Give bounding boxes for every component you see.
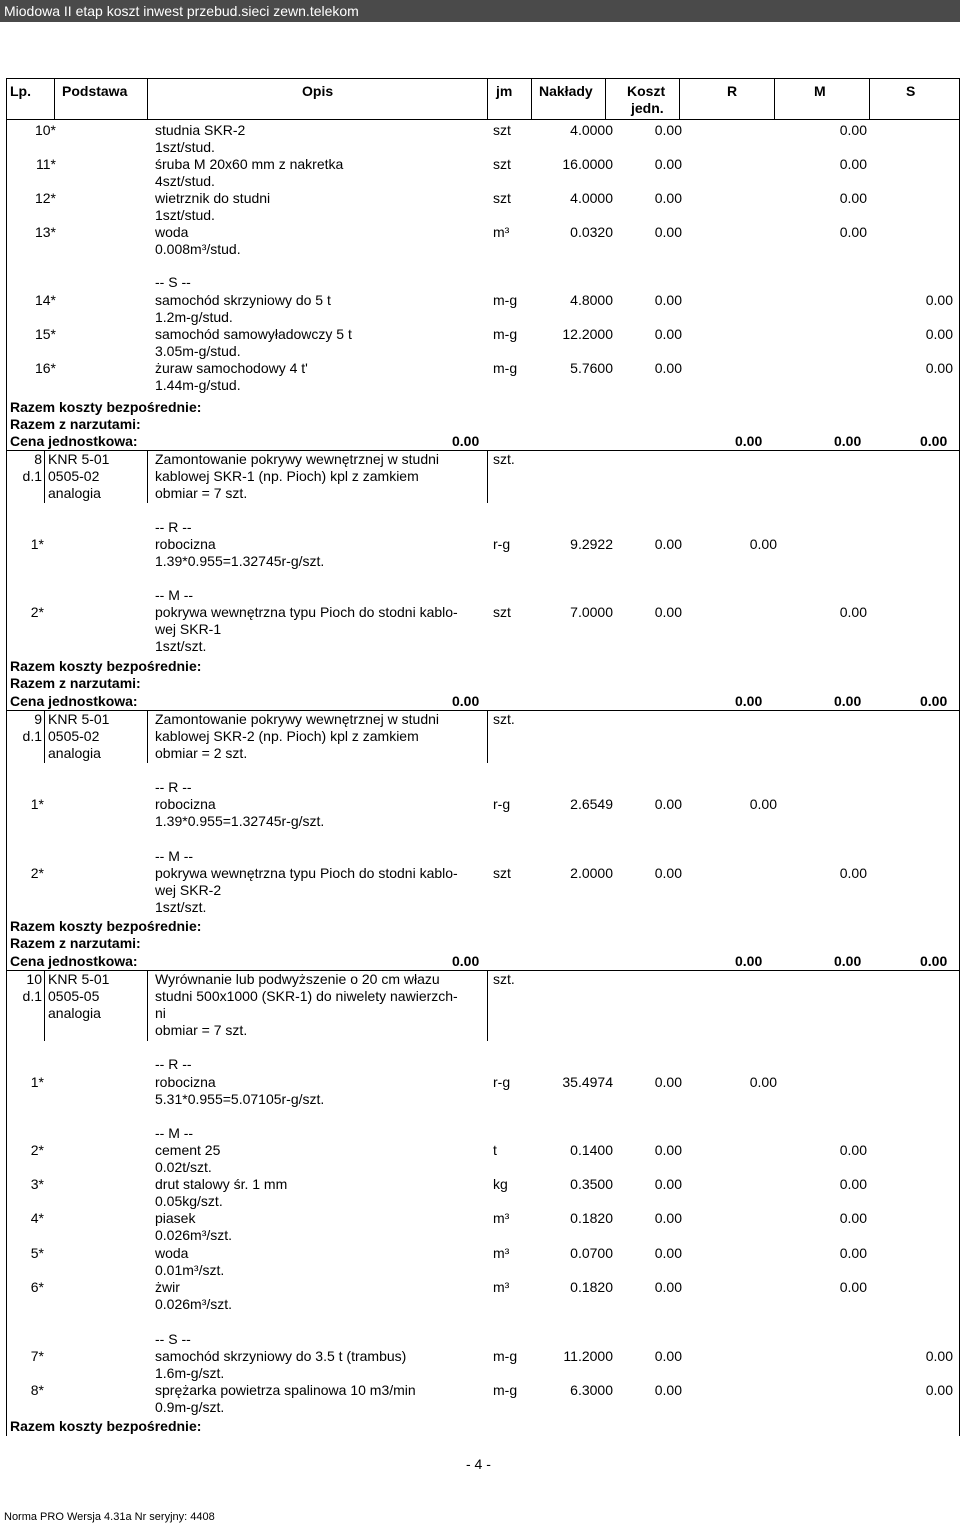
- col-sep: [531, 78, 532, 119]
- row-jm: szt: [493, 190, 511, 206]
- row-opis: studnia SKR-2: [155, 122, 246, 138]
- row-m: 0.00: [839, 1279, 867, 1295]
- row-m: 0.00: [839, 1176, 867, 1192]
- col-sep: [869, 78, 870, 119]
- row-jm: r-g: [493, 1074, 511, 1090]
- section-m: -- M --: [155, 587, 194, 603]
- col-sep: [147, 78, 148, 119]
- item-desc-2: kablowej SKR-2 (np. Pioch) kpl z zamkiem: [155, 728, 419, 744]
- col-sep: [147, 710, 148, 763]
- row-opis: robocizna: [155, 1074, 216, 1090]
- row-opis-2: wej SKR-1: [155, 621, 222, 637]
- cena-s: 0.00: [920, 693, 948, 709]
- row-lp: 8*: [30, 1382, 44, 1398]
- col-sep: [44, 970, 45, 1041]
- header-top-rule: [6, 78, 959, 79]
- row-koszt: 0.00: [654, 1382, 682, 1398]
- item-knr: KNR 5-01: [48, 711, 110, 727]
- row-norm: 1.39*0.955=1.32745r-g/szt.: [155, 813, 325, 829]
- row-koszt: 0.00: [654, 1348, 682, 1364]
- item-rule: [6, 450, 959, 451]
- row-lp: 5*: [30, 1245, 44, 1261]
- item-desc-2: kablowej SKR-1 (np. Pioch) kpl z zamkiem: [155, 468, 419, 484]
- row-s: 0.00: [925, 326, 953, 342]
- row-jm: kg: [493, 1176, 508, 1192]
- razem-koszty-label: Razem koszty bezpośrednie:: [10, 1418, 202, 1434]
- row-m: 0.00: [839, 156, 867, 172]
- cena-m: 0.00: [834, 433, 862, 449]
- row-lp: 2*: [30, 865, 44, 881]
- row-opis: piasek: [155, 1210, 196, 1226]
- row-norm: 4szt/stud.: [155, 173, 215, 189]
- row-opis: robocizna: [155, 796, 216, 812]
- row-norm: 0.026m³/szt.: [155, 1296, 233, 1312]
- item-unit: szt.: [493, 451, 515, 467]
- item-unit: szt.: [493, 711, 515, 727]
- item-number: 10: [26, 971, 42, 987]
- cena-value: 0.00: [452, 693, 480, 709]
- row-naklady: 2.0000: [570, 865, 613, 881]
- row-m: 0.00: [839, 1142, 867, 1158]
- row-r: 0.00: [749, 1074, 777, 1090]
- header-r: R: [727, 83, 738, 99]
- row-norm: 0.05kg/szt.: [155, 1193, 223, 1209]
- item-number: 8: [34, 451, 42, 467]
- row-naklady: 0.1400: [570, 1142, 613, 1158]
- row-m: 0.00: [839, 122, 867, 138]
- row-koszt: 0.00: [654, 292, 682, 308]
- row-jm: t: [493, 1142, 497, 1158]
- row-koszt: 0.00: [654, 1074, 682, 1090]
- col-sep: [44, 710, 45, 763]
- row-norm: 0.9m-g/szt.: [155, 1399, 225, 1415]
- row-jm: r-g: [493, 536, 511, 552]
- razem-koszty-label: Razem koszty bezpośrednie:: [10, 658, 202, 674]
- page-number: - 4 -: [466, 1456, 491, 1472]
- row-lp: 2*: [30, 1142, 44, 1158]
- item-analogia: analogia: [48, 485, 101, 501]
- row-naklady: 4.0000: [570, 122, 613, 138]
- row-naklady: 0.0320: [570, 224, 613, 240]
- row-koszt: 0.00: [654, 536, 682, 552]
- col-sep: [54, 78, 55, 119]
- razem-narzut-label: Razem z narzutami:: [10, 935, 141, 951]
- row-norm: 1szt/szt.: [155, 899, 207, 915]
- footer-version: Norma PRO Wersja 4.31a Nr seryjny: 4408: [4, 1511, 215, 1523]
- razem-koszty-label: Razem koszty bezpośrednie:: [10, 918, 202, 934]
- header-jm: jm: [496, 83, 513, 99]
- item-number: 9: [34, 711, 42, 727]
- row-opis: śruba M 20x60 mm z nakretka: [155, 156, 344, 172]
- item-rule: [6, 710, 959, 711]
- row-jm: r-g: [493, 796, 511, 812]
- col-sep: [147, 970, 148, 1041]
- row-naklady: 0.1820: [570, 1279, 613, 1295]
- row-naklady: 5.7600: [570, 360, 613, 376]
- row-norm: 5.31*0.955=5.07105r-g/szt.: [155, 1091, 325, 1107]
- row-r: 0.00: [749, 536, 777, 552]
- header-koszt-jedn: jedn.: [631, 100, 664, 116]
- row-norm: 1szt/stud.: [155, 207, 215, 223]
- item-obmiar: obmiar = 7 szt.: [155, 485, 248, 501]
- document-title: Miodowa II etap koszt inwest przebud.sieci zewn.telekom: [4, 3, 359, 19]
- item-d: d.1: [22, 468, 42, 484]
- row-lp: 2*: [30, 604, 44, 620]
- row-lp: 1*: [30, 1074, 44, 1090]
- row-koszt: 0.00: [654, 156, 682, 172]
- item-knr: KNR 5-01: [48, 451, 110, 467]
- row-koszt: 0.00: [654, 1210, 682, 1226]
- row-koszt: 0.00: [654, 224, 682, 240]
- cena-label: Cena jednostkowa:: [10, 953, 138, 969]
- row-koszt: 0.00: [654, 1279, 682, 1295]
- item-rule: [6, 970, 959, 971]
- row-jm: m-g: [493, 1382, 518, 1398]
- header-koszt: Koszt: [627, 83, 666, 99]
- row-lp: 10*: [34, 122, 56, 138]
- item-knr: KNR 5-01: [48, 971, 110, 987]
- item-unit: szt.: [493, 971, 515, 987]
- razem-narzut-label: Razem z narzutami:: [10, 416, 141, 432]
- header-m: M: [814, 83, 826, 99]
- row-lp: 1*: [30, 536, 44, 552]
- row-opis: robocizna: [155, 536, 216, 552]
- row-naklady: 0.0700: [570, 1245, 613, 1261]
- row-norm: 0.01m³/szt.: [155, 1262, 225, 1278]
- row-koszt: 0.00: [654, 190, 682, 206]
- header-lp: Lp.: [10, 83, 31, 99]
- item-d: d.1: [22, 988, 42, 1004]
- row-lp: 15*: [34, 326, 56, 342]
- row-opis: pokrywa wewnętrzna typu Pioch do stodni kablo-: [155, 604, 458, 620]
- table-frame: [6, 78, 960, 1436]
- row-norm: 0.008m³/stud.: [155, 241, 241, 257]
- item-analogia: analogia: [48, 1005, 101, 1021]
- item-code: 0505-05: [48, 988, 100, 1004]
- row-opis: sprężarka powietrza spalinowa 10 m3/min: [155, 1382, 416, 1398]
- row-m: 0.00: [839, 604, 867, 620]
- row-naklady: 2.6549: [570, 796, 613, 812]
- row-naklady: 0.1820: [570, 1210, 613, 1226]
- row-opis: samochód skrzyniowy do 5 t: [155, 292, 331, 308]
- col-sep: [487, 450, 488, 503]
- cena-m: 0.00: [834, 953, 862, 969]
- row-jm: szt: [493, 865, 511, 881]
- row-r: 0.00: [749, 796, 777, 812]
- header-podstawa: Podstawa: [62, 83, 128, 99]
- row-opis-2: wej SKR-2: [155, 882, 222, 898]
- row-jm: m³: [493, 224, 510, 240]
- cena-label: Cena jednostkowa:: [10, 693, 138, 709]
- row-jm: m-g: [493, 326, 518, 342]
- cena-value: 0.00: [452, 953, 480, 969]
- item-desc-1: Wyrównanie lub podwyższenie o 20 cm włazu: [155, 971, 440, 987]
- section-m: -- M --: [155, 848, 194, 864]
- item-desc-1: Zamontowanie pokrywy wewnętrznej w studni: [155, 711, 440, 727]
- row-opis: pokrywa wewnętrzna typu Pioch do stodni kablo-: [155, 865, 458, 881]
- col-sep: [487, 970, 488, 1041]
- row-lp: 1*: [30, 796, 44, 812]
- row-jm: szt: [493, 604, 511, 620]
- cena-value: 0.00: [452, 433, 480, 449]
- row-opis: samochód skrzyniowy do 3.5 t (trambus): [155, 1348, 407, 1364]
- row-s: 0.00: [925, 360, 953, 376]
- row-naklady: 9.2922: [570, 536, 613, 552]
- item-code: 0505-02: [48, 468, 100, 484]
- row-naklady: 12.2000: [562, 326, 613, 342]
- section-r: -- R --: [155, 1056, 192, 1072]
- row-norm: 1.2m-g/stud.: [155, 309, 233, 325]
- row-jm: m³: [493, 1279, 510, 1295]
- cena-r: 0.00: [735, 433, 763, 449]
- row-norm: 1szt/stud.: [155, 139, 215, 155]
- cena-r: 0.00: [735, 953, 763, 969]
- row-opis: cement 25: [155, 1142, 221, 1158]
- cena-s: 0.00: [920, 953, 948, 969]
- row-opis: woda: [155, 224, 189, 240]
- row-norm: 3.05m-g/stud.: [155, 343, 241, 359]
- row-jm: m³: [493, 1210, 510, 1226]
- header-bottom-rule: [6, 119, 959, 120]
- item-code: 0505-02: [48, 728, 100, 744]
- row-m: 0.00: [839, 865, 867, 881]
- row-lp: 13*: [34, 224, 56, 240]
- row-lp: 4*: [30, 1210, 44, 1226]
- row-naklady: 16.0000: [562, 156, 613, 172]
- item-desc-1: Zamontowanie pokrywy wewnętrznej w studni: [155, 451, 440, 467]
- row-norm: 1.39*0.955=1.32745r-g/szt.: [155, 553, 325, 569]
- col-sep: [679, 78, 680, 119]
- item-obmiar: obmiar = 7 szt.: [155, 1022, 248, 1038]
- row-koszt: 0.00: [654, 865, 682, 881]
- item-d: d.1: [22, 728, 42, 744]
- row-koszt: 0.00: [654, 604, 682, 620]
- row-jm: m-g: [493, 292, 518, 308]
- row-koszt: 0.00: [654, 360, 682, 376]
- row-norm: 1.6m-g/szt.: [155, 1365, 225, 1381]
- cena-m: 0.00: [834, 693, 862, 709]
- item-desc-3: ni: [155, 1005, 166, 1021]
- row-norm: 0.02t/szt.: [155, 1159, 212, 1175]
- section-s: -- S --: [155, 274, 191, 290]
- razem-narzut-label: Razem z narzutami:: [10, 675, 141, 691]
- col-sep: [44, 450, 45, 503]
- section-m: -- M --: [155, 1125, 194, 1141]
- header-opis: Opis: [302, 83, 334, 99]
- row-norm: 0.026m³/szt.: [155, 1227, 233, 1243]
- row-norm: 1.44m-g/stud.: [155, 377, 241, 393]
- row-naklady: 4.0000: [570, 190, 613, 206]
- row-jm: m-g: [493, 1348, 518, 1364]
- row-m: 0.00: [839, 224, 867, 240]
- row-lp: 7*: [30, 1348, 44, 1364]
- header-naklady: Nakłady: [539, 83, 593, 99]
- row-naklady: 6.3000: [570, 1382, 613, 1398]
- row-norm: 1szt/szt.: [155, 638, 207, 654]
- row-opis: drut stalowy śr. 1 mm: [155, 1176, 288, 1192]
- row-lp: 16*: [34, 360, 56, 376]
- row-jm: szt: [493, 122, 511, 138]
- row-s: 0.00: [925, 1382, 953, 1398]
- item-desc-2: studni 500x1000 (SKR-1) do niwelety nawierzch-: [155, 988, 458, 1004]
- col-sep: [605, 78, 606, 119]
- section-r: -- R --: [155, 519, 192, 535]
- row-koszt: 0.00: [654, 1245, 682, 1261]
- row-naklady: 35.4974: [562, 1074, 613, 1090]
- row-opis: samochód samowyładowczy 5 t: [155, 326, 352, 342]
- row-opis: żuraw samochodowy 4 t': [155, 360, 308, 376]
- row-koszt: 0.00: [654, 122, 682, 138]
- cena-s: 0.00: [920, 433, 948, 449]
- row-jm: m-g: [493, 360, 518, 376]
- row-m: 0.00: [839, 1210, 867, 1226]
- section-r: -- R --: [155, 779, 192, 795]
- item-obmiar: obmiar = 2 szt.: [155, 745, 248, 761]
- row-m: 0.00: [839, 190, 867, 206]
- header-s: S: [906, 83, 916, 99]
- row-jm: szt: [493, 156, 511, 172]
- col-sep: [487, 710, 488, 763]
- row-naklady: 11.2000: [563, 1348, 613, 1364]
- row-s: 0.00: [925, 292, 953, 308]
- row-naklady: 0.3500: [570, 1176, 613, 1192]
- row-lp: 14*: [34, 292, 56, 308]
- row-jm: m³: [493, 1245, 510, 1261]
- col-sep: [774, 78, 775, 119]
- row-s: 0.00: [925, 1348, 953, 1364]
- row-koszt: 0.00: [654, 1176, 682, 1192]
- col-sep: [147, 450, 148, 503]
- row-m: 0.00: [839, 1245, 867, 1261]
- razem-koszty-label: Razem koszty bezpośrednie:: [10, 399, 202, 415]
- row-lp: 6*: [30, 1279, 44, 1295]
- row-opis: woda: [155, 1245, 189, 1261]
- cena-label: Cena jednostkowa:: [10, 433, 138, 449]
- row-naklady: 4.8000: [570, 292, 613, 308]
- cena-r: 0.00: [735, 693, 763, 709]
- col-sep: [487, 78, 488, 119]
- row-koszt: 0.00: [654, 796, 682, 812]
- row-opis: wietrznik do studni: [155, 190, 271, 206]
- row-lp: 3*: [30, 1176, 44, 1192]
- row-opis: żwir: [155, 1279, 180, 1295]
- row-koszt: 0.00: [654, 1142, 682, 1158]
- row-koszt: 0.00: [654, 326, 682, 342]
- row-naklady: 7.0000: [570, 604, 613, 620]
- section-s: -- S --: [155, 1331, 191, 1347]
- item-analogia: analogia: [48, 745, 101, 761]
- row-lp: 12*: [34, 190, 56, 206]
- row-lp: 11*: [36, 156, 56, 172]
